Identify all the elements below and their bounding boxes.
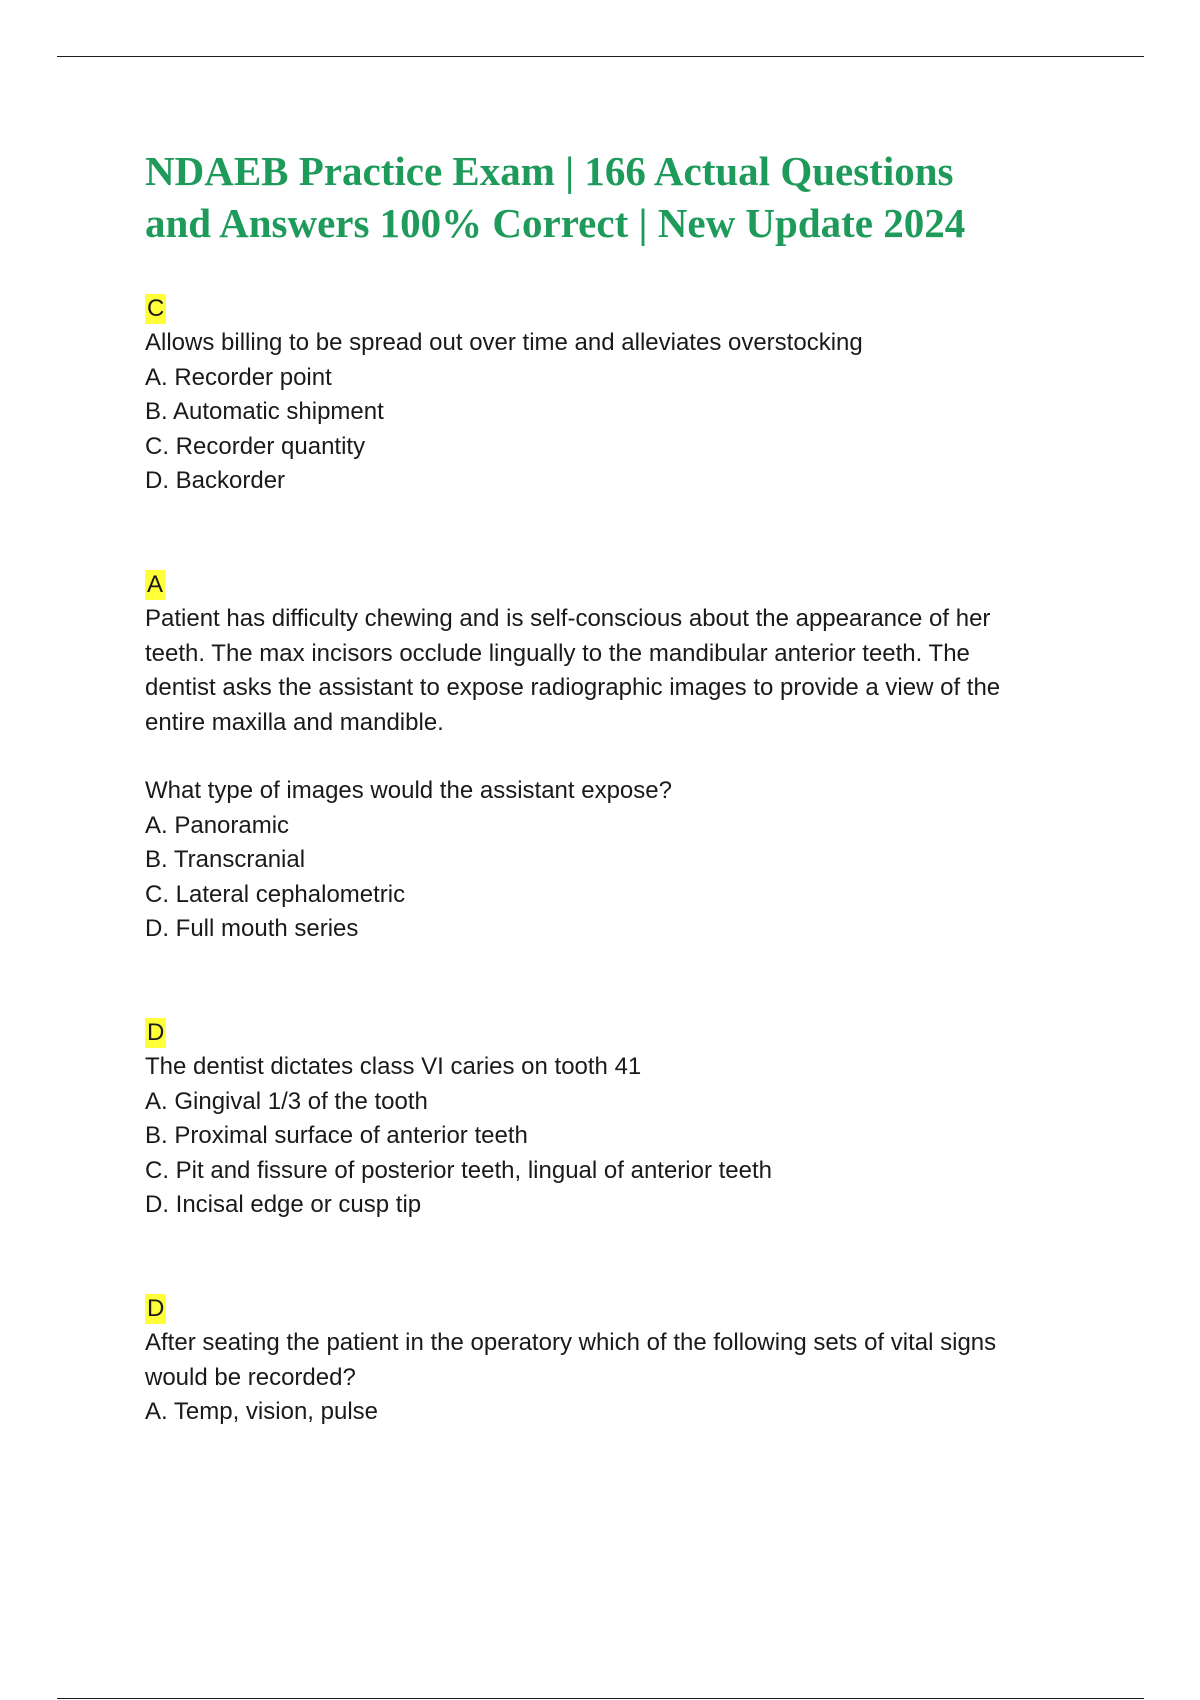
option-a: A. Panoramic bbox=[145, 811, 290, 839]
question-stem: The dentist dictates class VI caries on tooth 41 bbox=[145, 1053, 642, 1081]
question-stem-line: After seating the patient in the operatory which of the following sets of vital signs bbox=[145, 1329, 997, 1357]
question-block-1 bbox=[145, 292, 1085, 498]
option-b: B. Transcranial bbox=[145, 846, 306, 874]
question-prompt: What type of images would the assistant expose? bbox=[145, 777, 672, 805]
answer-key-highlight: D bbox=[147, 1019, 165, 1046]
question-block-3 bbox=[145, 1016, 1085, 1222]
option-a: A. Recorder point bbox=[145, 363, 332, 391]
question-stem-line: dentist asks the assistant to expose radiographic images to provide a view of the bbox=[145, 674, 1001, 702]
title-line-1: NDAEB Practice Exam | 166 Actual Questions bbox=[145, 148, 954, 194]
option-c: C. Lateral cephalometric bbox=[145, 880, 406, 908]
title-line-2: and Answers 100% Correct | New Update 2024 bbox=[145, 200, 966, 246]
option-c: C. Pit and fissure of posterior teeth, lingual of anterior teeth bbox=[145, 1156, 773, 1184]
option-a: A. Gingival 1/3 of the tooth bbox=[145, 1087, 428, 1115]
question-block-4 bbox=[145, 1292, 1085, 1430]
option-b: B. Proximal surface of anterior teeth bbox=[145, 1122, 528, 1150]
question-block-2 bbox=[145, 568, 1085, 946]
option-b: B. Automatic shipment bbox=[145, 398, 384, 426]
question-stem-line: would be recorded? bbox=[145, 1363, 356, 1391]
answer-key-highlight: D bbox=[147, 1295, 165, 1322]
bottom-rule bbox=[57, 1698, 1144, 1699]
top-rule bbox=[57, 56, 1144, 57]
question-stem-line: entire maxilla and mandible. bbox=[145, 708, 444, 736]
answer-key-highlight: C bbox=[147, 295, 165, 322]
spacer bbox=[145, 740, 1085, 774]
option-d: D. Incisal edge or cusp tip bbox=[145, 1191, 422, 1219]
answer-key-highlight: A bbox=[147, 571, 164, 598]
question-stem-line: teeth. The max incisors occlude lingually to the mandibular anterior teeth. The bbox=[145, 639, 970, 667]
option-d: D. Full mouth series bbox=[145, 915, 359, 943]
option-d: D. Backorder bbox=[145, 467, 286, 495]
option-c: C. Recorder quantity bbox=[145, 432, 366, 460]
document-title bbox=[145, 145, 1105, 249]
question-stem: Allows billing to be spread out over time and alleviates overstocking bbox=[145, 329, 863, 357]
option-a: A. Temp, vision, pulse bbox=[145, 1398, 379, 1426]
question-stem-line: Patient has difficulty chewing and is self-conscious about the appearance of her bbox=[145, 605, 991, 633]
